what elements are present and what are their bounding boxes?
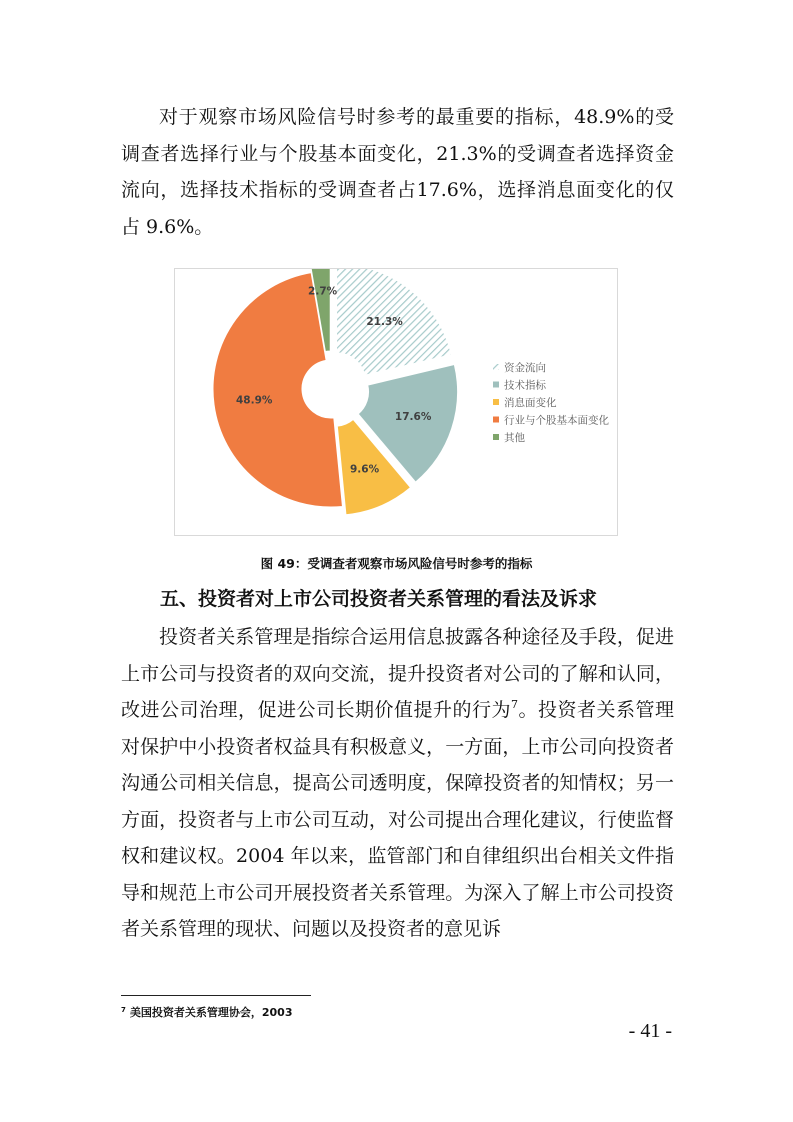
footnote-marker: 7 (121, 1006, 126, 1014)
slice-label: 2.7% (308, 285, 338, 298)
slice-label: 48.9% (235, 394, 273, 407)
legend-label: 资金流向 (504, 362, 546, 374)
page-number: - 41 - (628, 1020, 672, 1042)
figure-caption: 图 49：受调查者观察市场风险信号时参考的指标 (260, 556, 533, 571)
section-heading: 五、投资者对上市公司投资者关系管理的看法及诉求 (160, 588, 598, 610)
slice-label: 9.6% (350, 463, 380, 476)
legend-label: 技术指标 (504, 379, 546, 392)
legend-swatch (493, 399, 499, 405)
legend-swatch (493, 364, 499, 370)
legend-swatch (493, 382, 499, 388)
footnote-reference[interactable]: 7 (510, 698, 518, 711)
body-paragraph (121, 619, 674, 948)
footnote-text: 美国投资者关系管理协会，2003 (129, 1006, 293, 1019)
donut-chart (175, 269, 617, 535)
footnote (121, 1004, 293, 1020)
slice-label: 21.3% (366, 316, 403, 329)
legend-label: 消息面变化 (504, 397, 557, 409)
figure-frame (174, 268, 618, 536)
legend-label: 其他 (504, 432, 525, 444)
intro-paragraph: 对于观察市场风险信号时参考的最重要的指标，48.9%的受调查者选择行业与个股基本面变化，21.3%的受调查者选择资金流向，选择技术指标的受调查者占17.6%，选择消息面变化的仅占 9.6%。 (121, 106, 674, 238)
legend-swatch (493, 434, 499, 440)
footnote-separator (121, 995, 311, 996)
legend-swatch (493, 417, 499, 423)
body-text-part1: 投资者关系管理是指综合运用信息披露各种途径及手段，促进上市公司与投资者的双向交流，提升投资者对公司的了解和认同，改进公司治理，促进公司长期价值提升的行为 (121, 626, 674, 721)
legend-label: 行业与个股基本面变化 (504, 414, 609, 427)
slice-label: 17.6% (394, 411, 432, 424)
body-text-part2: 。投资者关系管理对保护中小投资者权益具有积极意义，一方面，上市公司向投资者沟通公司相关信息，提高公司透明度，保障投资者的知情权；另一方面，投资者与上市公司互动，对公司提出合理化建议，行使监督权和建议权。2004 年以来，监管部门和自律组织出台相关文件指导和规范上市公司开展投资者关系管理。为深入了解上市公司投资者关系管理的现状、问题以及投资者的意见诉 (121, 699, 674, 940)
